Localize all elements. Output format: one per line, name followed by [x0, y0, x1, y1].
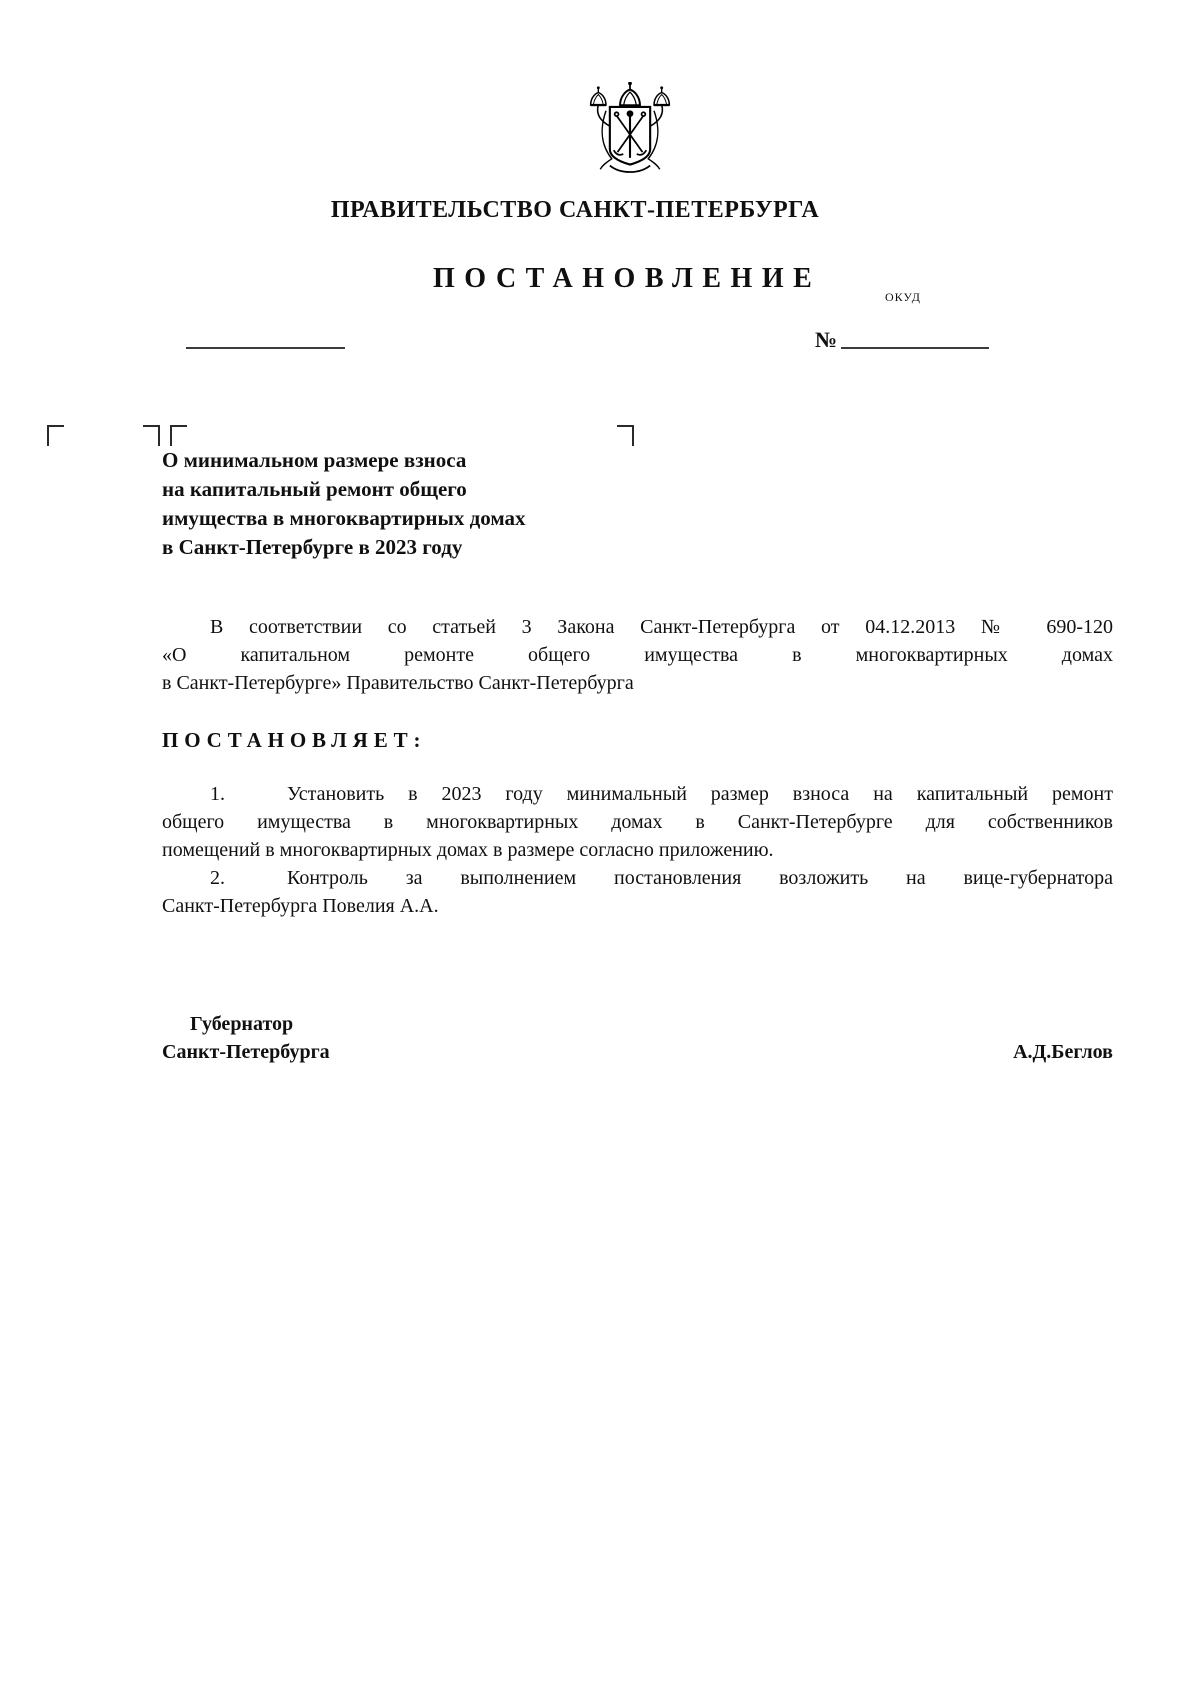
corner-mark-top-left: [47, 425, 64, 446]
intro-line: «О капитальном ремонте общего имущества в многоквартирных домах: [162, 644, 1113, 666]
doc-type-title: ПОСТАНОВЛЕНИЕ: [433, 263, 822, 294]
item-line: помещений в многоквартирных домах в размере согласно приложению.: [162, 839, 774, 861]
subject-line: в Санкт-Петербурге в 2023 году: [162, 535, 463, 559]
item-first-line: [162, 780, 1113, 808]
intro-paragraph: [162, 613, 1113, 697]
signature-position-line: Губернатор: [190, 1013, 294, 1035]
okud-label: ОКУД: [885, 290, 921, 304]
corner-mark-title-left: [170, 425, 187, 446]
signature-name: А.Д.Беглов: [1013, 1041, 1113, 1063]
resolves-label: ПОСТАНОВЛЯЕТ:: [162, 728, 427, 752]
item-first-line: [162, 864, 1113, 892]
decree-item-2: [162, 864, 1113, 920]
corner-mark-title-right: [617, 425, 634, 446]
item-line: Санкт-Петербурга Повелия А.А.: [162, 895, 439, 917]
subject-line: имущества в многоквартирных домах: [162, 506, 526, 530]
item-text: Контроль за выполнением постановления возложить на вице-губернатора: [287, 867, 1113, 889]
decree-item-1: [162, 780, 1113, 864]
subject-line: на капитальный ремонт общего: [162, 477, 467, 501]
coat-of-arms-icon: [577, 82, 683, 178]
org-name: ПРАВИТЕЛЬСТВО САНКТ-ПЕТЕРБУРГА: [330, 197, 820, 223]
item-text: Установить в 2023 году минимальный размер взноса на капитальный ремонт: [287, 783, 1113, 805]
subject-line: О минимальном размере взноса: [162, 448, 467, 472]
number-blank-line: [841, 347, 989, 349]
corner-mark-top-right: [143, 425, 160, 446]
item-line: общего имущества в многоквартирных домах в Санкт-Петербурге для собственников: [162, 811, 1113, 833]
item-number: 2.: [210, 867, 225, 889]
document-subject: [162, 446, 702, 562]
date-blank-line: [186, 347, 345, 349]
intro-line: в Санкт-Петербурге» Правительство Санкт-Петербурга: [162, 672, 634, 694]
signature-position-line: Санкт-Петербурга: [162, 1041, 330, 1063]
intro-line: В соответствии со статьей 3 Закона Санкт-Петербурга от 04.12.2013 № 690-120: [210, 616, 1113, 638]
number-sign: №: [815, 327, 838, 352]
item-number: 1.: [210, 783, 225, 805]
